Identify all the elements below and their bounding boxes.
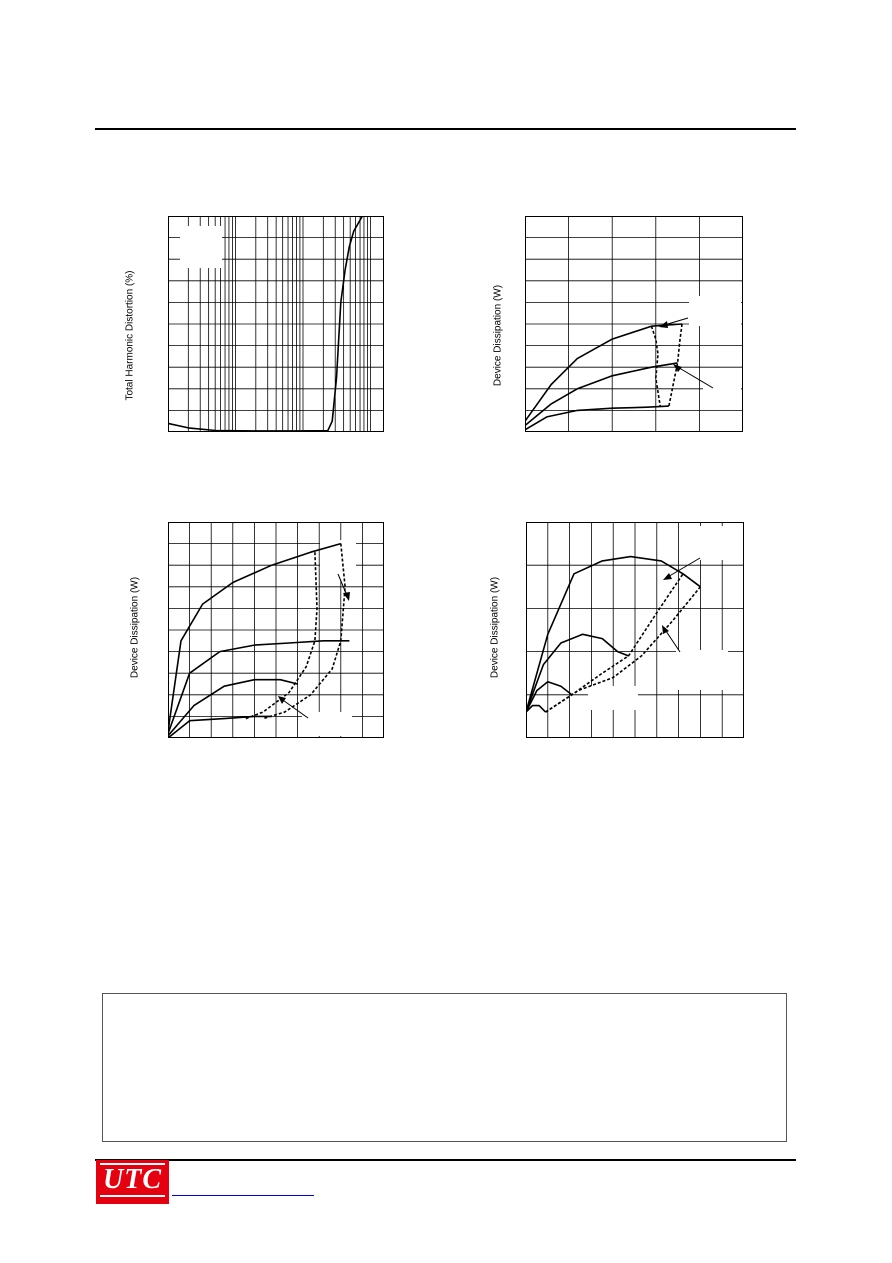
logo-text: UTC [103, 1164, 162, 1195]
chart2-label-blank [689, 296, 741, 326]
chart4-ylabel: Device Dissipation (W) [489, 576, 501, 679]
chart2-arrowhead-1 [659, 321, 668, 328]
header-rule [95, 128, 796, 130]
chart1-legend-blank [180, 226, 222, 268]
chart3-pointer-2 [280, 698, 308, 718]
chart3-arrowhead-2 [278, 696, 286, 704]
utc-logo [96, 1160, 169, 1204]
chart4-label-blank-2 [676, 650, 728, 690]
notice-box [102, 993, 787, 1142]
chart2-ylabel: Device Dissipation (W) [492, 284, 504, 387]
series-dashed-line-4 [246, 552, 317, 718]
website-link[interactable] [172, 1195, 314, 1196]
chart3-dissipation [168, 522, 384, 738]
chart3-ylabel: Device Dissipation (W) [129, 576, 141, 679]
footer-rule [95, 1159, 796, 1161]
chart4-arrowhead-1 [663, 573, 672, 580]
logo-bottom-line [100, 1195, 165, 1197]
chart1-thd [168, 216, 384, 432]
chart2-pointer-2 [676, 366, 713, 388]
chart4-label-blank [698, 526, 740, 560]
chart3-label-blank-2 [302, 712, 352, 736]
chart4-dissipation [526, 522, 744, 738]
chart1-ylabel: Total Harmonic Distortion (%) [124, 270, 136, 401]
chart4-label-blank-3 [588, 686, 638, 710]
series-line-2 [525, 406, 669, 430]
chart2-dissipation [525, 216, 743, 432]
series-line-3 [168, 716, 272, 738]
